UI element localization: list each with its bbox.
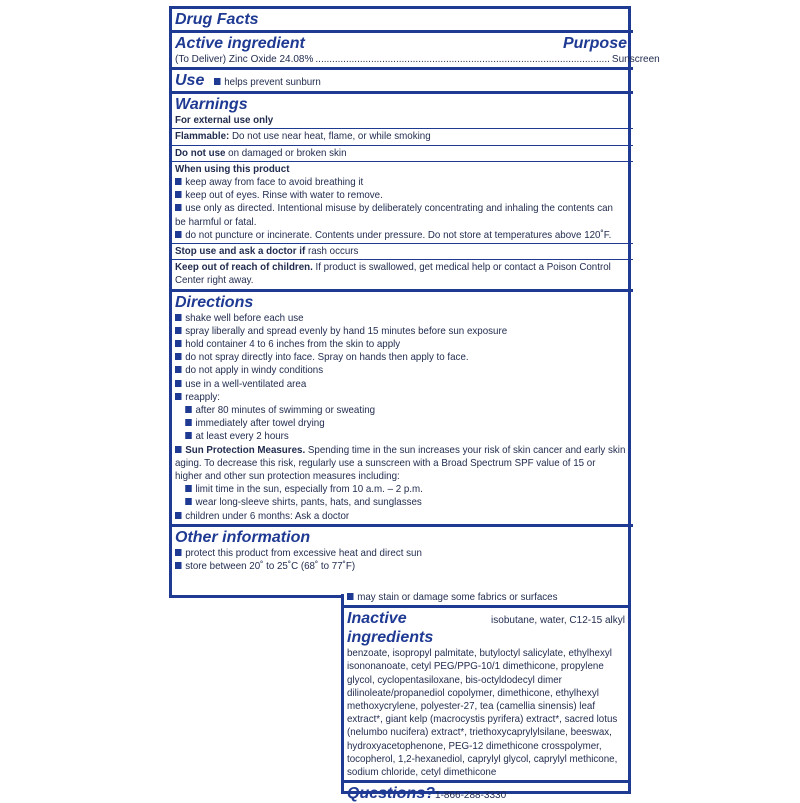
sub-list-item: limit time in the sun, especially from 10 a.m. – 2 p.m. xyxy=(175,483,595,496)
divider xyxy=(169,524,633,527)
list-item: keep away from face to avoid breathing it xyxy=(175,176,595,189)
inactive-ingredients-line: sodium chloride, cetyl dimethicone xyxy=(347,766,497,779)
other-information-heading: Other information xyxy=(175,528,311,546)
bullet-icon xyxy=(185,419,192,426)
inactive-ingredients-line: extract*, giant kelp (macrocystis pyrifera) extract*, sacred lotus xyxy=(347,713,618,726)
keep-out-warning-continued: Center right away. xyxy=(175,274,254,287)
stop-use-warning: Stop use and ask a doctor if rash occurs xyxy=(175,245,359,258)
bullet-icon xyxy=(175,231,182,238)
list-item: children under 6 months: Ask a doctor xyxy=(175,510,595,523)
inactive-ingredients-line: dilinoleate/propanediol copolymer, dimethicone, ethylhexyl xyxy=(347,686,599,699)
bullet-icon xyxy=(185,432,192,439)
list-item: spray liberally and spread evenly by hand 15 minutes before sun exposure xyxy=(175,325,595,338)
inactive-ingredients-line: methoxycrylene, polyester-27, tea (camellia sinensis) leaf xyxy=(347,700,596,713)
active-ingredient-header xyxy=(175,34,627,53)
warnings-heading: Warnings xyxy=(175,96,248,114)
use-item: helps prevent sunburn xyxy=(214,76,321,89)
list-item: do not puncture or incinerate. Contents under pressure. Do not store at temperatures above 120˚F. xyxy=(175,229,595,242)
inactive-ingredients-line: (nelumbo nucifera) extract*, triethoxycaprylylsilane, beeswax, xyxy=(347,726,612,739)
list-item: use only as directed. Intentional misuse by deliberately concentrating and inhaling the contents can xyxy=(175,202,595,215)
inactive-ingredients-line: isobutane, water, C12-15 alkyl xyxy=(491,615,625,627)
inactive-ingredients-line: glycol, cyclopentasiloxane, bis-octyldodecyl dimer xyxy=(347,673,562,686)
sub-list-item: after 80 minutes of swimming or sweating xyxy=(175,404,595,417)
inactive-ingredients-line: hydroxyacetophenone, PEG-12 dimethicone crosspolymer, xyxy=(347,739,602,752)
bullet-icon xyxy=(175,380,182,387)
active-ingredient-name: (To Deliver) Zinc Oxide 24.08% xyxy=(175,54,314,65)
when-using-heading: When using this product xyxy=(175,162,290,175)
sun-protection-measures: Sun Protection Measures. Spending time in the sun increases your risk of skin cancer and early skin xyxy=(175,444,595,457)
bullet-icon xyxy=(175,327,182,334)
bullet-icon xyxy=(347,593,354,600)
list-item: do not apply in windy conditions xyxy=(175,364,595,377)
panel-bottom-border xyxy=(169,595,344,598)
drug-facts-lower xyxy=(347,591,625,803)
divider xyxy=(169,259,633,260)
inactive-ingredients-line: benzoate, isopropyl palmitate, butyloctyl salicylate, ethylhexyl xyxy=(347,647,612,660)
sub-list-item: wear long-sleeve shirts, pants, hats, and sunglasses xyxy=(175,496,595,509)
sun-protection-continued: higher and other sun protection measures including: xyxy=(175,470,400,483)
inactive-ingredients-heading: Inactive ingredients xyxy=(347,610,434,647)
bullet-icon xyxy=(175,393,182,400)
use-heading: Use xyxy=(175,72,205,90)
bullet-icon xyxy=(175,314,182,321)
keep-out-warning: Keep out of reach of children. If product is swallowed, get medical help or contact a Poison Control xyxy=(175,261,611,274)
sub-list-item: immediately after towel drying xyxy=(175,417,595,430)
bullet-icon xyxy=(175,204,182,211)
list-item: reapply: xyxy=(175,391,595,404)
list-item: use in a well-ventilated area xyxy=(175,378,595,391)
list-item: shake well before each use xyxy=(175,312,595,325)
active-ingredient-heading: Active ingredient xyxy=(175,35,305,52)
list-item-continued: be harmful or fatal. xyxy=(175,215,257,228)
drug-facts-title: Drug Facts xyxy=(175,11,259,28)
divider xyxy=(169,30,633,33)
bullet-icon xyxy=(175,353,182,360)
bullet-icon xyxy=(175,340,182,347)
flammable-warning: Flammable: Do not use near heat, flame, or while smoking xyxy=(175,130,431,143)
list-item: keep out of eyes. Rinse with water to remove. xyxy=(175,189,595,202)
bullet-icon xyxy=(175,446,182,453)
divider xyxy=(169,128,633,129)
divider xyxy=(169,243,633,244)
list-item: do not spray directly into face. Spray on hands then apply to face. xyxy=(175,351,595,364)
bullet-icon xyxy=(175,366,182,373)
list-item: store between 20˚ to 25˚C (68˚ to 77˚F) xyxy=(175,560,595,573)
bullet-icon xyxy=(185,485,192,492)
leader-dots: .......................................................................................................... xyxy=(315,54,610,65)
inactive-ingredients-line: tocopherol, 1,2-hexanediol, caprylyl glycol, caprylyl methicone, xyxy=(347,752,618,765)
questions-phone: 1-866-288-3330 xyxy=(435,790,507,802)
divider xyxy=(169,67,633,70)
bullet-icon xyxy=(185,498,192,505)
sun-protection-continued: aging. To decrease this risk, regularly use a sunscreen with a Broad Spectrum SPF value of 15 or xyxy=(175,456,596,469)
active-ingredient-row xyxy=(175,53,660,66)
directions-heading: Directions xyxy=(175,293,254,311)
drug-facts-upper xyxy=(175,10,660,573)
bullet-icon xyxy=(175,178,182,185)
questions-section xyxy=(347,784,625,803)
purpose-heading: Purpose xyxy=(562,35,627,52)
bullet-icon xyxy=(214,78,221,85)
use-section xyxy=(175,71,627,90)
bullet-icon xyxy=(175,562,182,569)
divider xyxy=(341,780,631,783)
list-item: hold container 4 to 6 inches from the skin to apply xyxy=(175,338,595,351)
questions-heading: Questions? xyxy=(347,785,436,803)
bullet-icon xyxy=(175,512,182,519)
divider xyxy=(169,161,633,162)
bullet-icon xyxy=(185,406,192,413)
external-use-text: For external use only xyxy=(175,114,274,127)
active-ingredient-purpose: Sunscreen xyxy=(611,54,660,65)
divider xyxy=(169,289,633,292)
bullet-icon xyxy=(175,549,182,556)
do-not-use-warning: Do not use on damaged or broken skin xyxy=(175,146,347,159)
inactive-ingredients-line: isononanoate, cetyl PEG/PPG-10/1 dimethicone, propylene xyxy=(347,660,604,673)
list-item: protect this product from excessive heat and direct sun xyxy=(175,547,595,560)
bullet-icon xyxy=(175,191,182,198)
divider xyxy=(341,605,631,608)
inactive-ingredients-section xyxy=(347,609,625,779)
divider xyxy=(169,91,633,94)
sub-list-item: at least every 2 hours xyxy=(175,430,595,443)
divider xyxy=(169,145,633,146)
list-item: may stain or damage some fabrics or surfaces xyxy=(347,591,606,604)
